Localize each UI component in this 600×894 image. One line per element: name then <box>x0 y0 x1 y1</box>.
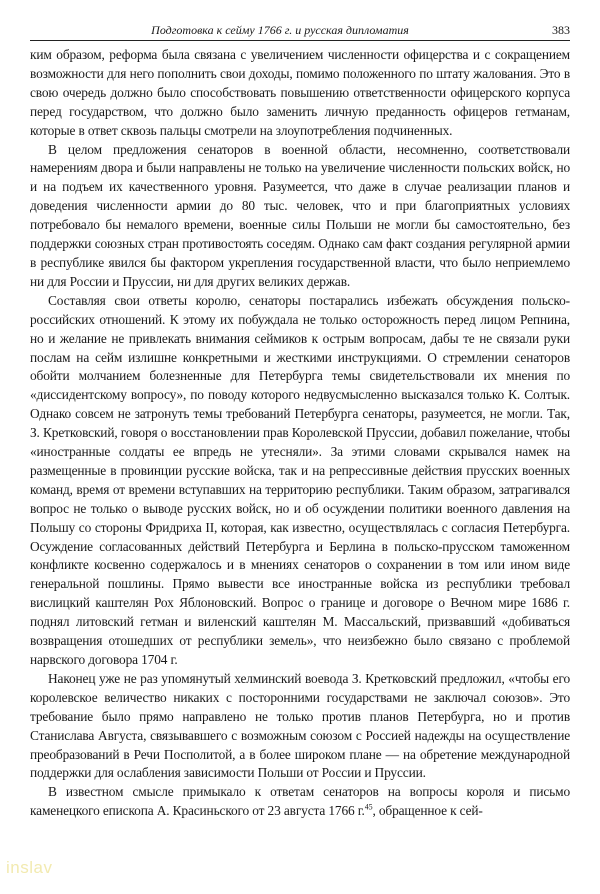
watermark-logo: inslav <box>6 858 53 877</box>
footnote-marker[interactable]: 45 <box>364 802 373 812</box>
body-text <box>30 46 570 821</box>
paragraph-text-continued: , обращенное к сей- <box>372 803 483 819</box>
paragraph: В целом предложения сенаторов в военной области, несомненно, соответствовали намерениям двора и были направлены не только на увеличение численности польских войск, но и на подъем их качественного уровня. Разумеется, что даже в случае реализации планов и доведения численности армии до 80 тыс. человек, что и при благоприятных условиях потребовало бы немалого времени, военные силы Польши не могли бы самостоятельно, без поддержки союзных стран противостоять соседям. Однако сам факт создания регулярной армии в республике явился бы фактором укрепления государственной власти, что было неприемлемо ни для России и Пруссии, ни для других великих держав. <box>30 141 570 289</box>
header-rule <box>30 40 570 41</box>
page-number: 383 <box>552 23 570 37</box>
running-header <box>30 22 570 38</box>
paragraph: Наконец уже не раз упомянутый хелминский воевода З. Кретковский предложил, «чтобы его королевское величество никаких с посторонними государствами не заключал союзов». Это требование было прямо направлено не только против планов Петербурга, но и против Станислава Августа, связывавшего с возможным союзом с Россией надежды на осуществление преобразований в Речи Посполитой, а в более широком плане — на обретение международной поддержки для ослабления зависимости Польши от России и Пруссии. <box>30 670 570 781</box>
paragraph-continuation: ким образом, реформа была связана с увеличением численности офицерства и с сокращением возможности для него пополнить свои доходы, помимо положенного по штату жалования. Это в свою очередь должно было способствовать повышению ответственности офицерского корпуса перед государством, что должно было заменить личную преданность офицеров гетманам, которые в ответ сквозь пальцы смотрели на злоупотребления подчиненных. <box>30 47 570 138</box>
paragraph-with-footnote <box>30 783 570 821</box>
paragraph-text: В известном смысле примыкало к ответам сенаторов на вопросы короля и письмо каменецкого епископа А. Красиньского от 23 августа 1766 г. <box>30 784 570 819</box>
paragraph: Составляя свои ответы королю, сенаторы постарались избежать обсуждения польско-российских отношений. К этому их побуждала не только осторожность перед лицом Репнина, но и желание не привлекать внимания сеймиков к острым вопросам, дабы те не связали руки послам на сейм излишне конкретными и жесткими инструкциями. О стремлении сенаторов обойти молчанием болезненные для Петербурга темы свидетельствовали их мнения по «диссидентскому вопросу», по поводу которого недвусмысленно высказался только К. Солтык. Однако совсем не затронуть темы требований Петербурга сенаторы, разумеется, не могли. Так, З. Кретковский, говоря о восстановлении прав Королевской Пруссии, добавил пожелание, чтобы «иностранные солдаты ее впредь не утесняли». За этими словами скрывался намек на размещенные в провинции русские войска, так и на репрессивные действия прусских военных команд, время от времени вступавших на территорию республики. Таким образом, затрагивался вопрос не только о выводе русских войск, но и об осуждении политики военного давления на Польшу со стороны Фридриха II, которая, как известно, осуществлялась с согласия Петербурга. Осуждение согласованных действий Петербурга и Берлина в польско-прусском таможенном конфликте косвенно содержалось и в мнениях сенаторов о сохранении в том или ином виде генеральной пошлины. Прямо вывести все иностранные войска из республики требовал вислицкий каштелян Рох Яблоновский. Вопрос о границе и договоре о Вечном мире 1686 г. поднял литовский гетман и виленский каштелян М. Массальский, призвавший «добиваться возвращения отошедших от республики земель», что неизбежно было связано с проблемой нарвского договора 1704 г. <box>30 292 570 667</box>
running-header-title: Подготовка к сейму 1766 г. и русская дипломатия <box>151 23 409 37</box>
